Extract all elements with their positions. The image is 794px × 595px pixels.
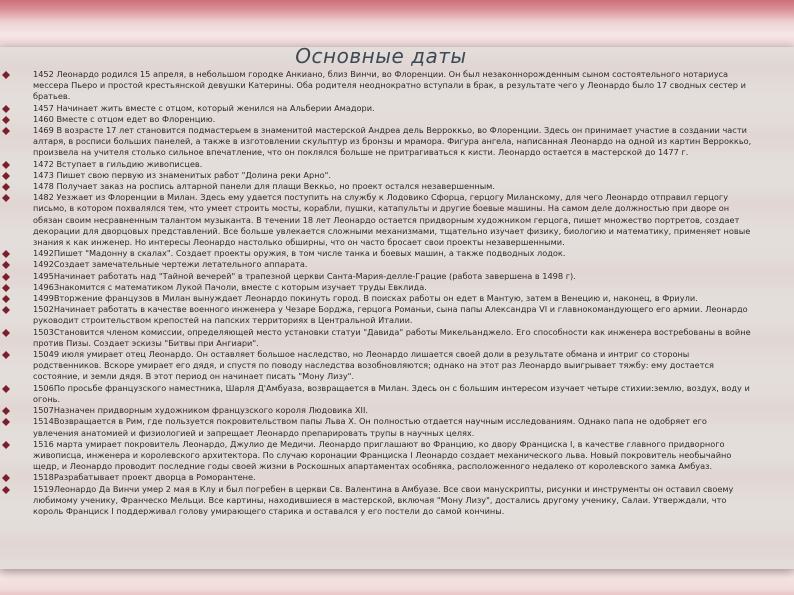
diamond-icon <box>2 161 10 169</box>
timeline-entry-text: 15049 июля умирает отец Леонардо. Он оставляет большое наследство, но Леонардо лишается своей доли в результате обмана и интриг со стороны родственников. Вскоре умирает его дядя, и спустя по поводу наследства возобновляются; однако на этот раз Леонардо выигрывает тяжбу: ему достается состояние, и земли дядя. В этот период он начинает писать "Мону Лизу". <box>33 349 714 382</box>
diamond-icon <box>2 295 10 303</box>
diamond-icon <box>2 116 10 124</box>
diamond-icon <box>2 261 10 269</box>
timeline-entry-text: 1506По просьбе французского наместника, Шарля Д'Амбуаза, возвращается в Милан. Здесь он с большим интересом изучает четыре стихии:землю, воздух, воду и огонь. <box>33 382 750 404</box>
timeline-entry-text: 1503Становится членом комиссии, определяющей место установки статуи "Давида" работы Микельанджело. Его способности как инженера востребованы в войне против Пизы. Создает эскизы "Битвы при Ангиари". <box>33 326 751 348</box>
diamond-icon <box>2 474 10 482</box>
timeline-entry-text: 1482 Уезжает из Флоренции в Милан. Здесь ему удается поступить на службу к Лодовико Сфорца, герцогу Миланскому, для чего Леонардо отправил герцогу письмо, в котором похвалялся тем, что умеет строить мосты, корабли, пушки, катапульты и другие боевые машины. На самом деле должностью при дворе он обязан своим несравненным талантом музыканта. В течении 18 лет Леонардо остается придворным художником герцога, пишет множество портретов, создает декорации для дворцовых представлений. Все больше увлекается сложными механизмами, тщательно изучает физику, биологию и математику, применяет новые знания к как инженер. Но интересы Леонардо настолько обширны, что он часто бросает свои проекты незавершенными. <box>33 192 751 248</box>
timeline-entry-text: 1496Знакомится с математиком Лукой Пачоли, вместе с которым изучает труды Евклида. <box>33 281 427 292</box>
diamond-icon <box>2 105 10 113</box>
timeline-entry-text: 1495Начинает работать над "Тайной вечерей" в трапезной церкви Санта-Мария-делле-Грацие (работа завершена в 1498 г). <box>33 270 576 281</box>
timeline-entry <box>0 271 794 282</box>
timeline-entry-text: 1514Возвращается в Рим, где пользуется покровительством папы Льва X. Он полностью отдается научным исследованиям. Однако папа не одобряет его увлечения анатомией и физиологией и запрещает Леонардо препарировать трупы в научных целях. <box>33 416 707 438</box>
diamond-icon <box>2 250 10 258</box>
diamond-icon <box>2 306 10 314</box>
diamond-icon <box>2 407 10 415</box>
timeline-entry-text: 1492Пишет "Мадонну в скалах". Создает проекты оружия, в том числе танка и боевых машин, а также подводных лодок. <box>33 248 566 259</box>
timeline-entry <box>0 416 794 438</box>
timeline-entry-text: 1507Назначен придворным художником французского короля Людовика XII. <box>33 405 368 416</box>
diamond-icon <box>2 385 10 393</box>
diamond-icon <box>2 273 10 281</box>
timeline-entry-text: 1460 Вместе с отцом едет во Флоренцию. <box>33 113 216 124</box>
timeline-entry <box>0 248 794 259</box>
timeline-entry <box>0 405 794 416</box>
diamond-icon <box>2 351 10 359</box>
diamond-icon <box>2 284 10 292</box>
timeline-entry-text: 1452 Леонардо родился 15 апреля, в небольшом городке Анкиано, близ Винчи, во Флоренции. Он был незаконнорожденным сыном состоятельного нотариуса мессера Пьеро и простой крестьянской девушки Катерины. Оба родителя неоднократно вступали в брак, в результате чего у Леонардо было 17 сводных сестер и братьев. <box>33 69 746 102</box>
timeline-entry <box>0 170 794 181</box>
timeline-entry <box>0 349 794 383</box>
timeline-entry-text: 1519Леонардо Да Винчи умер 2 мая в Клу и был погребен в церкви Св. Валентина в Амбуазе. Все свои манускрипты, рисунки и инструменты он оставил своему любимому ученику, Франческо Мельци. Все картины, находившиеся в мастерской, включая "Мону Лизу", достались другому ученику, Салаи. Утверждали, что король Франциск I поддерживал голову умирающего старика и оставался у его постели до самой кончины. <box>33 483 734 516</box>
diamond-icon <box>2 172 10 180</box>
timeline-entry <box>0 114 794 125</box>
timeline-entry <box>0 181 794 192</box>
diamond-icon <box>2 418 10 426</box>
timeline-entry <box>0 439 794 473</box>
diamond-icon <box>2 71 10 79</box>
timeline-entry-text: 1472 Вступает в гильдию живописцев. <box>33 158 203 169</box>
timeline-entry <box>0 282 794 293</box>
timeline-entry-text: 1499Вторжение французов в Милан вынуждает Леонардо покинуть город. В поисках работы он едет в Мантую, затем в Венецию и, наконец, в Фриули. <box>33 293 698 304</box>
diamond-icon <box>2 194 10 202</box>
timeline-entry-text: 1516 марта умирает покровитель Леонардо, Джулио де Медичи. Леонардо приглашают во Францию, ко двору Франциска I, в качестве главного придворного живописца, инженера и королевского архитектора. По случаю коронации Франциска I Леонардо создает механического льва. Новый покровитель необычайно щедр, и Леонардо проводит последние годы своей жизни в Роскошных апартаментах особняка, расположенного недалеко от королевского замка Амбуаз. <box>33 438 732 472</box>
diamond-icon <box>2 486 10 494</box>
timeline-entry <box>0 69 794 103</box>
timeline-entry <box>0 472 794 483</box>
timeline-entry-text: 1473 Пишет свою первую из знаменитых работ "Долина реки Арно". <box>33 169 331 180</box>
diamond-icon <box>2 183 10 191</box>
timeline-entry-text: 1478 Получает заказ на роспись алтарной панели для плащи Веккьо, но проект остался незавершенным. <box>33 181 495 192</box>
timeline-entry-text: 1492Создает замечательные чертежи летательного аппарата. <box>33 259 308 270</box>
timeline-entry <box>0 103 794 114</box>
timeline-entry <box>0 383 794 405</box>
timeline-list <box>0 69 794 517</box>
timeline-entry <box>0 327 794 349</box>
timeline-entry <box>0 259 794 270</box>
page-title: Основные даты <box>295 44 467 68</box>
timeline-entry-text: 1469 В возрасте 17 лет становится подмастерьем в знаменитой мастерской Андреа дель Верроккьо, во Флоренции. Здесь он принимает участие в создании части алтаря, в росписи больших панелей, а также в изготовлении скульптур из бронзы и мрамора. Фигура ангела, написанная Леонардо на одной из картин Верроккьо, произвела на учителя столько сильное впечатление, что он поклялся больше не притрагиваться к кисти. Леонардо остается в мастерской до 1477 г. <box>33 125 752 158</box>
timeline-entry <box>0 293 794 304</box>
timeline-entry <box>0 304 794 326</box>
timeline-entry <box>0 484 794 518</box>
timeline-entry-text: 1502Начинает работать в качестве военного инженера у Чезаре Борджа, герцога Романьи, сына папы Александра VI и главнокомандующего его армии. Леонардо руководит строительством крепостей на папских территориях в Центральной Италии. <box>33 304 748 326</box>
timeline-entry <box>0 159 794 170</box>
timeline-entry-text: 1518Разрабатывает проект дворца в Роморантене. <box>33 472 256 483</box>
timeline-entry-text: 1457 Начинает жить вместе с отцом, который женился на Альберии Амадори. <box>33 102 375 113</box>
diamond-icon <box>2 329 10 337</box>
timeline-entry <box>0 192 794 248</box>
timeline-entry <box>0 125 794 159</box>
diamond-icon <box>2 441 10 449</box>
diamond-icon <box>2 127 10 135</box>
